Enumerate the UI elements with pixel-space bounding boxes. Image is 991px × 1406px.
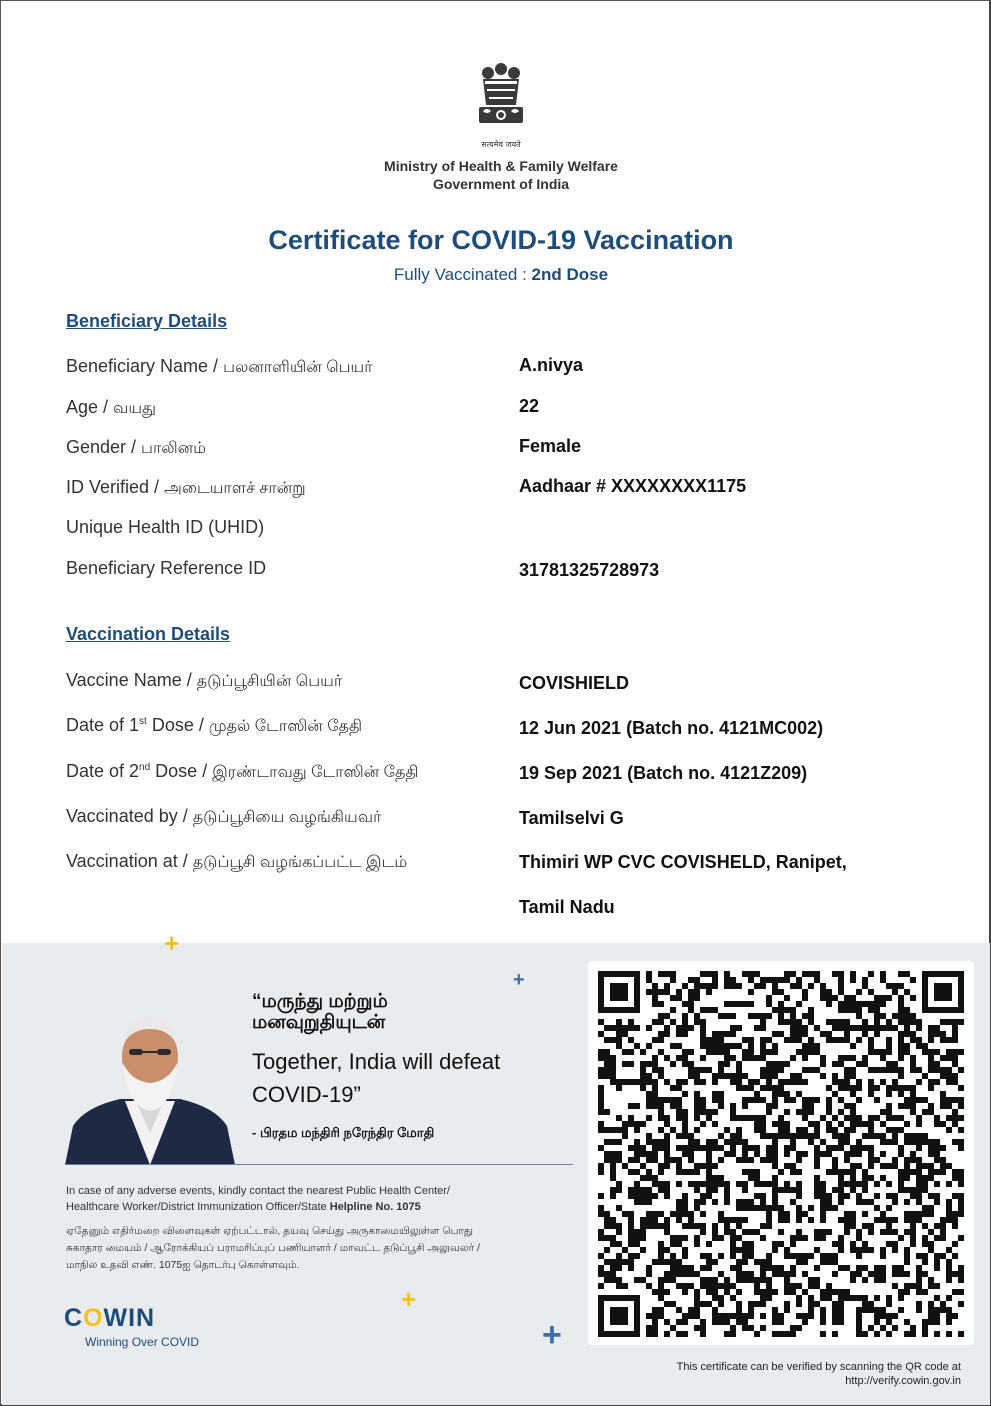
government-name: Government of India — [432, 176, 570, 192]
vaccinated-by-row — [66, 806, 946, 836]
second-dose-value: 19 Sep 2021 (Batch no. 4121Z209) — [519, 763, 808, 783]
age-label: Age / வயது — [66, 397, 156, 417]
vaccinated-by-value: Tamilselvi G — [519, 808, 624, 828]
ministry-name: Ministry of Health & Family Welfare — [384, 158, 618, 174]
beneficiary-reference-id-label: Beneficiary Reference ID — [66, 558, 267, 578]
beneficiary-name-label: Beneficiary Name / பலனாளியின் பெயர் — [66, 356, 373, 376]
id-verified-value: Aadhaar # XXXXXXXX1175 — [519, 476, 747, 496]
id-verified-label: ID Verified / அடையாளச் சான்று — [66, 477, 306, 497]
national-emblem-icon — [471, 59, 531, 151]
vaccination-details-heading: Vaccination Details — [66, 624, 231, 644]
helpline-number: Helpline No. 1075 — [329, 1201, 421, 1213]
cowin-tagline: Winning Over COVID — [85, 1335, 200, 1349]
quote-english: Together, India will defeat COVID-19” — [252, 1049, 501, 1107]
gender-value: Female — [519, 436, 582, 456]
verification-url: http://verify.cowin.gov.in — [845, 1375, 961, 1387]
plus-decoration-icon: + — [164, 928, 180, 958]
vaccine-name-value: COVISHIELD — [519, 673, 630, 693]
vaccination-status-value: 2nd Dose — [531, 265, 609, 284]
emblem-motto: सत्यमेव जयते — [481, 140, 521, 149]
plus-decoration-icon: + — [401, 1284, 417, 1314]
plus-decoration-icon: + — [542, 1316, 562, 1354]
verification-qr-code — [588, 961, 974, 1345]
vaccination-at-label: Vaccination at / தடுப்பூசி வழங்கப்பட்ட இடம் — [66, 851, 408, 871]
age-row — [66, 397, 946, 427]
first-dose-value: 12 Jun 2021 (Batch no. 4121MC002) — [519, 718, 824, 738]
vaccination-status-prefix: Fully Vaccinated : — [393, 265, 532, 284]
vaccination-at-value-line2: Tamil Nadu — [519, 897, 615, 917]
uhid-row — [66, 517, 946, 547]
quote-tamil: “மருந்து மற்றும் மனவுறுதியுடன் — [252, 991, 388, 1033]
prime-minister-photo — [65, 1011, 235, 1165]
cowin-logo: COWIN — [64, 1304, 156, 1332]
certificate-title: Certificate for COVID-19 Vaccination — [268, 225, 734, 255]
vaccinated-by-label: Vaccinated by / தடுப்பூசியை வழங்கியவர் — [66, 806, 382, 826]
id-verified-row — [66, 477, 946, 507]
plus-decoration-icon: + — [513, 969, 525, 991]
beneficiary-reference-id-row — [66, 558, 946, 588]
ministry-heading — [301, 157, 701, 193]
age-value: 22 — [519, 396, 540, 416]
vaccine-name-label: Vaccine Name / தடுப்பூசியின் பெயர் — [66, 670, 343, 690]
uhid-label: Unique Health ID (UHID) — [66, 517, 265, 537]
second-dose-row — [66, 761, 946, 791]
gender-row — [66, 437, 946, 467]
adverse-events-advisory-tamil: ஏதேனும் எதிர்மறை விளைவுகள் ஏற்பட்டால், தயவு செய்து அருகாமையிலுள்ள பொது சுகாதார மையம் / ஆரோக்கியப் பராமரிப்புப் பணியாளர் / மாவட்ட தடுப்பூசி அலுவலர் / மாநில உதவி எண். 1075ஐ தொடர்பு கொள்ளவும். — [66, 1225, 480, 1271]
vaccination-at-value-line1: Thimiri WP CVC COVISHELD, Ranipet, — [519, 852, 847, 872]
footer-divider — [65, 1164, 573, 1165]
vaccination-at-row — [66, 851, 946, 921]
gender-label: Gender / பாலினம் — [66, 437, 206, 457]
adverse-events-advisory-english: In case of any adverse events, kindly contact the nearest Public Health Center/ Healthcare Worker/District Immunization Officer/State Helpline No. 1075 — [66, 1185, 450, 1213]
first-dose-label: Date of 1st Dose / முதல் டோஸின் தேதி — [66, 715, 363, 735]
second-dose-label: Date of 2nd Dose / இரண்டாவது டோஸின் தேதி — [66, 761, 419, 781]
beneficiary-name-value: A.nivya — [519, 355, 584, 375]
beneficiary-details-heading: Beneficiary Details — [66, 311, 228, 331]
vaccination-status — [201, 265, 801, 285]
vaccine-name-row — [66, 670, 946, 700]
qr-code-icon — [598, 971, 964, 1337]
quote-attribution: - பிரதம மந்திரி நரேந்திர மோதி — [252, 1125, 435, 1140]
verification-note: This certificate can be verified by scanning the QR code at http://verify.cowin.gov.in — [561, 1360, 961, 1388]
beneficiary-reference-id-value: 31781325728973 — [519, 560, 660, 580]
first-dose-row — [66, 715, 946, 745]
beneficiary-name-row — [66, 356, 946, 386]
